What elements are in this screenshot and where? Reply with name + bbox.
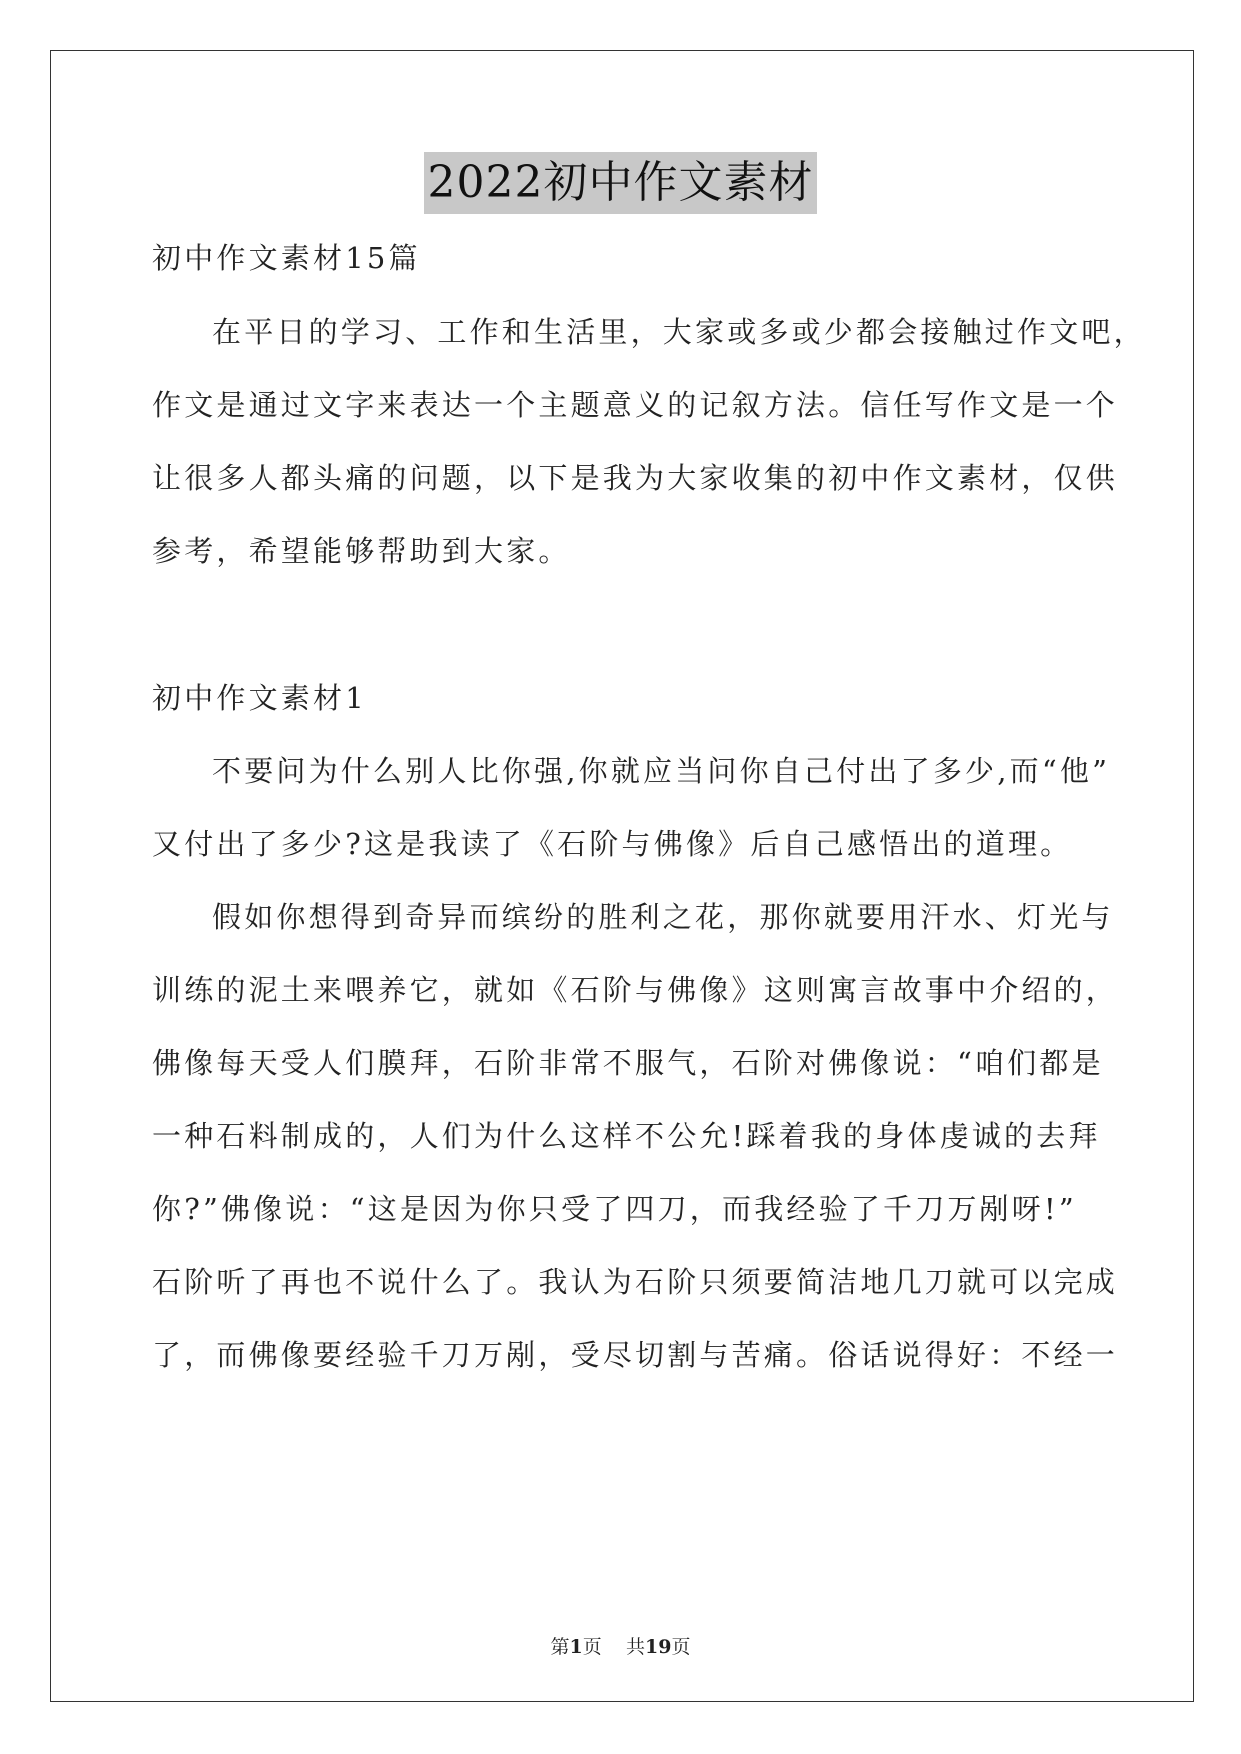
body-line: 佛像每天受人们膜拜，石阶非常不服气，石阶对佛像说：“咱们都是 xyxy=(152,1046,1104,1080)
intro-line: 在平日的学习、工作和生活里，大家或多或少都会接触过作文吧， xyxy=(212,315,1146,349)
body-line: 了，而佛像要经验千刀万剐，受尽切割与苦痛。俗话说得好：不经一 xyxy=(152,1338,1119,1372)
body-line: 不要问为什么别人比你强,你就应当问你自己付出了多少,而“他” xyxy=(212,754,1111,788)
page-number: 1 xyxy=(569,1636,583,1658)
section-heading: 初中作文素材1 xyxy=(152,681,367,715)
body-line: 假如你想得到奇异而缤纷的胜利之花，那你就要用汗水、灯光与 xyxy=(212,900,1114,934)
document-subtitle: 初中作文素材15篇 xyxy=(152,241,421,275)
document-title: 2022初中作文素材 xyxy=(424,152,818,214)
page-footer xyxy=(0,1632,1241,1659)
body-line: 石阶听了再也不说什么了。我认为石阶只须要简洁地几刀就可以完成 xyxy=(152,1265,1119,1299)
body-line: 又付出了多少?这是我读了《石阶与佛像》后自己感悟出的道理。 xyxy=(152,827,1073,861)
body-line: 你?”佛像说：“这是因为你只受了四刀，而我经验了千刀万剐呀!” xyxy=(152,1192,1077,1226)
body-line: 一种石料制成的，人们为什么这样不公允!踩着我的身体虔诚的去拜 xyxy=(152,1119,1101,1153)
intro-line: 作文是通过文字来表达一个主题意义的记叙方法。信任写作文是一个 xyxy=(152,388,1119,422)
total-label-prefix: 共 xyxy=(625,1636,645,1658)
intro-line: 参考，希望能够帮助到大家。 xyxy=(152,534,571,568)
page-border xyxy=(50,50,1194,1702)
page-label-suffix: 页 xyxy=(582,1636,602,1658)
title-container xyxy=(0,152,1241,214)
total-pages: 19 xyxy=(644,1636,672,1658)
page-label-prefix: 第 xyxy=(550,1636,570,1658)
body-line: 训练的泥土来喂养它，就如《石阶与佛像》这则寓言故事中介绍的， xyxy=(152,973,1119,1007)
total-label-suffix: 页 xyxy=(671,1636,691,1658)
intro-line: 让很多人都头痛的问题，以下是我为大家收集的初中作文素材，仅供 xyxy=(152,461,1119,495)
